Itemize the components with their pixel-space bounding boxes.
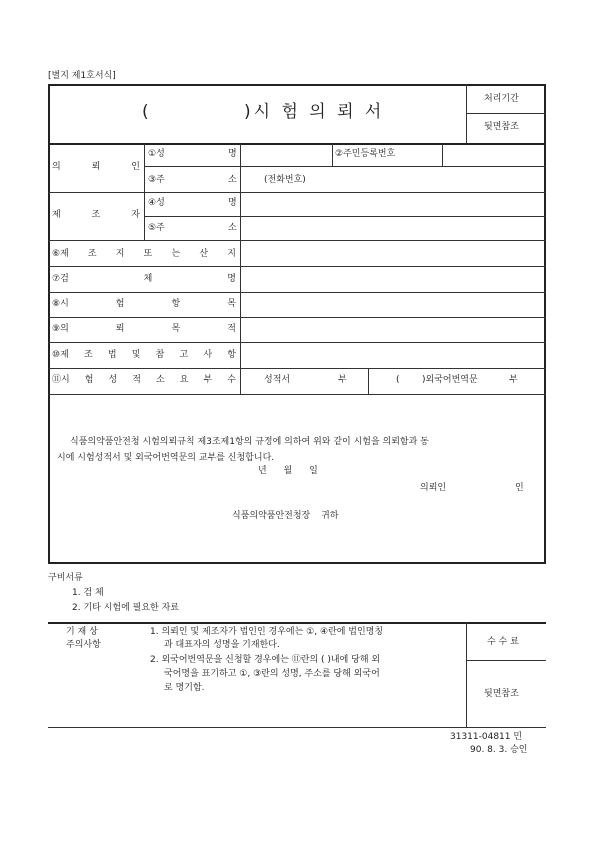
manufacturer-name-end: 명 xyxy=(228,198,237,208)
resident-no-label: ②주민등록번호 xyxy=(335,149,396,159)
application-date: 년 월 일 xyxy=(258,466,318,476)
fee-mid-rule xyxy=(466,660,546,661)
applicant-label: 의뢰인 xyxy=(420,483,447,493)
statement-line-1: 식품의약품안전청 시험의뢰규칙 제3조제1항의 규정에 의하여 위와 같이 시험을 의뢰함과 동 xyxy=(70,437,429,447)
form-code: [별지 제1호서식] xyxy=(48,71,116,81)
requester-address-end: 소 xyxy=(228,175,237,185)
rule-after-test-items xyxy=(48,317,546,318)
row-purpose: ⑨의 뢰 목 적 xyxy=(52,324,236,334)
page-title: )시 험 의 뢰 서 xyxy=(244,102,385,122)
manufacturer-mid-rule xyxy=(144,216,546,217)
copies-divider xyxy=(368,368,369,394)
manufacturer-address-end: 소 xyxy=(228,223,237,233)
requester-name-end: 명 xyxy=(228,149,237,159)
rule-after-method xyxy=(48,368,546,369)
documents-item-1: 1. 검 체 xyxy=(72,588,104,598)
fee-see-back: 뒷면참조 xyxy=(484,689,519,699)
addressee: 식품의약품안전청장 귀하 xyxy=(232,511,339,521)
applicant-seal: 인 xyxy=(515,483,524,493)
requester-label: 의 뢰 인 xyxy=(52,162,140,172)
resident-divider-1 xyxy=(332,144,333,166)
rule-after-purpose xyxy=(48,342,546,343)
requester-mid-rule xyxy=(144,166,546,167)
approval-date: 90. 8. 3. 승인 xyxy=(470,745,528,755)
notes-top-rule xyxy=(48,622,546,624)
manufacturer-address-label: ⑤주 xyxy=(148,223,165,233)
row-manufacture-place: ⑥제 조 지 또 는 산 지 xyxy=(52,249,236,259)
processing-period: 처리기간 xyxy=(484,94,519,104)
rule-after-place xyxy=(48,266,546,267)
note-1-line-1: 1. 의뢰인 및 제조자가 법인인 경우에는 ①, ④란에 법인명칭 xyxy=(150,627,384,637)
notes-label-2: 주의사항 xyxy=(66,640,101,650)
requester-name-label: ①성 xyxy=(148,149,165,159)
title-divider xyxy=(466,84,467,144)
processing-see-back: 뒷면참조 xyxy=(484,122,519,132)
statement-line-2: 시에 시험성적서 및 외국어번역문의 교부를 신청합니다. xyxy=(57,453,275,463)
note-1-line-2: 과 대표자의 성명을 기재한다. xyxy=(164,640,280,650)
certificate-copies-unit: 부 xyxy=(338,375,347,385)
requester-bottom-rule xyxy=(48,192,546,193)
requester-phone-label: (전화번호) xyxy=(264,175,306,185)
manufacturer-label: 제 조 자 xyxy=(52,210,140,220)
row-test-items: ⑧시 험 항 목 xyxy=(52,299,236,309)
certificate-copies-label: 성적서 xyxy=(264,375,291,385)
fee-divider xyxy=(466,622,467,728)
period-divider xyxy=(466,113,546,114)
manufacturer-name-label: ④성 xyxy=(148,198,165,208)
row-sample-name: ⑦검 체 명 xyxy=(52,274,236,284)
title-bottom-rule xyxy=(48,143,546,145)
note-2-line-3: 로 명기함. xyxy=(164,683,205,693)
resident-divider-2 xyxy=(442,144,443,166)
manufacturer-bottom-rule xyxy=(48,240,546,241)
rule-after-sample xyxy=(48,292,546,293)
rule-after-required xyxy=(48,394,546,395)
note-2-line-2: 국어명을 표기하고 ①, ③란의 성명, 주소를 당해 외국어 xyxy=(164,669,380,679)
row-required-copies: ⑪시 험 성 적 소 요 부 수 xyxy=(52,375,236,385)
requester-address-label: ③주 xyxy=(148,175,165,185)
form-number: 31311-04811 민 xyxy=(450,732,523,742)
note-2-line-1: 2. 외국어번역문을 신청할 경우에는 ⑪란의 ( )내에 당해 외 xyxy=(150,655,381,665)
title-open: ( xyxy=(142,102,152,122)
documents-title: 구비서류 xyxy=(48,573,83,583)
translation-copies-unit: 부 xyxy=(509,375,518,385)
notes-bottom-rule xyxy=(48,727,546,728)
translation-paren-open: ( xyxy=(396,375,400,385)
documents-item-2: 2. 기타 시험에 필요한 자료 xyxy=(72,603,179,613)
label-value-divider xyxy=(240,144,241,394)
translation-copies-label: )외국어번역문 xyxy=(422,375,478,385)
fee-label: 수 수 료 xyxy=(487,637,519,647)
notes-label-1: 기 재 상 xyxy=(66,627,98,637)
row-method: ⑩제 조 법 및 참 고 사 항 xyxy=(52,350,236,360)
